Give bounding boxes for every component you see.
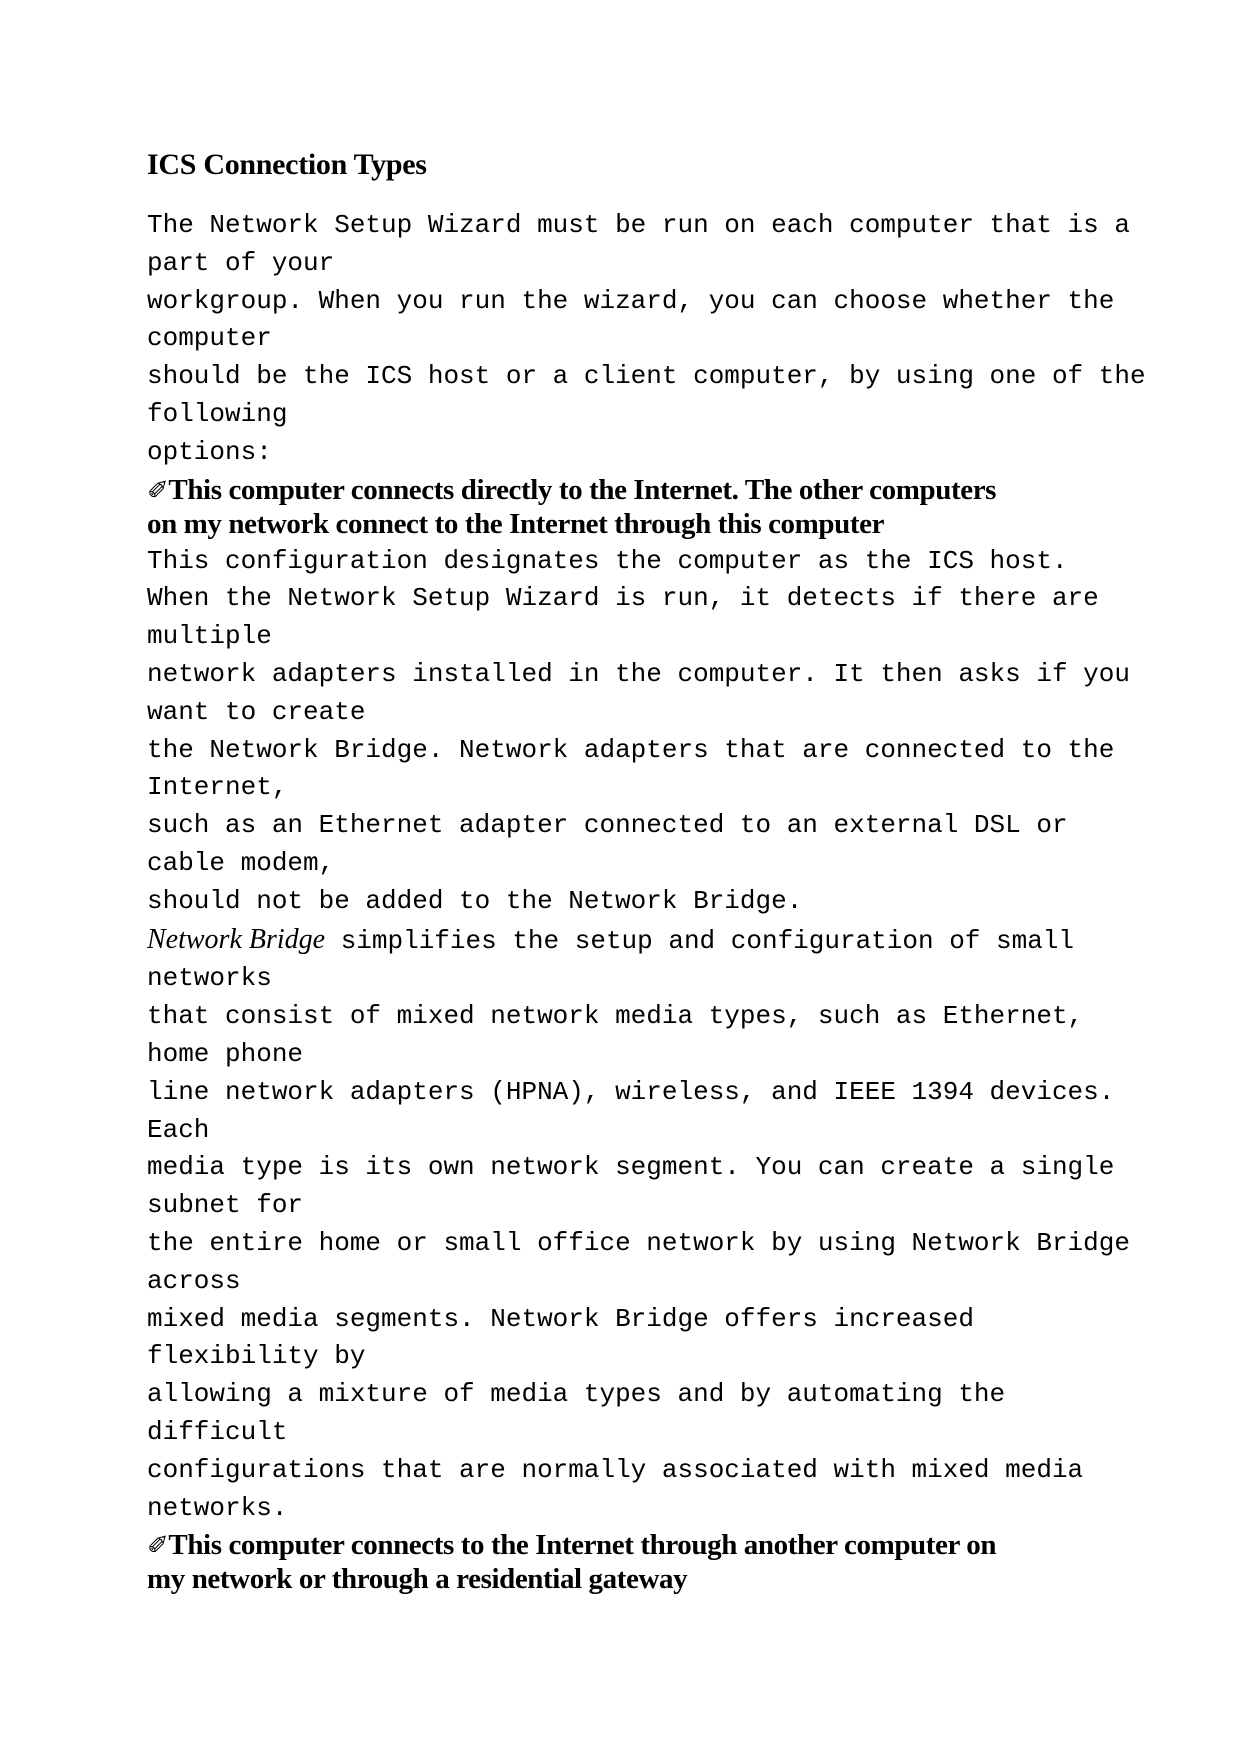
page-title: ICS Connection Types [147,148,427,181]
text-line: This configuration designates the computer as the ICS host. [147,545,1068,576]
text-line: home phone [147,1038,304,1069]
text-line: such as an Ethernet adapter connected to an external DSL or [147,810,1068,841]
text-line: configurations that are normally associated with mixed media [147,1454,1084,1485]
text-line: following [147,398,288,429]
option-heading-text: on my network connect to the Internet through this computer [147,507,885,540]
text-line: difficult [147,1416,288,1447]
option-heading-text: This computer connects directly to the Internet. The other computers [168,473,997,506]
text-line: options: [147,436,272,467]
text-line [147,921,1127,961]
pencil-icon: ✐ [147,475,169,506]
text-segment: simplifies the setup and configuration of small [325,925,1075,956]
text-line: subnet for [147,1190,304,1221]
text-line: that consist of mixed network media types, such as Ethernet, [147,1001,1084,1032]
document-body [147,145,1146,1598]
text-line: multiple [147,621,272,652]
text-line: Each [147,1114,210,1145]
option-heading-text: This computer connects to the Internet through another computer on [168,1529,997,1562]
pencil-icon: ✐ [147,1531,169,1562]
option-heading-ics-host [147,474,1127,541]
ics-host-paragraph [147,543,1130,921]
text-line: networks. [147,1492,288,1523]
option-heading-text: my network or through a residential gateway [147,1563,688,1596]
text-line: mixed media segments. Network Bridge offers increased [147,1303,974,1334]
text-line: cable modem, [147,847,335,878]
emphasized-term: Network Bridge [147,923,326,955]
text-line: part of your [147,247,335,278]
text-line: workgroup. When you run the wizard, you can choose whether the [147,285,1115,316]
text-line: the entire home or small office network by using Network Bridge [147,1227,1130,1258]
intro-paragraph [147,207,1146,472]
text-line: should be the ICS host or a client computer, by using one of the [147,361,1146,392]
text-line: When the Network Setup Wizard is run, it detects if there are [147,583,1099,614]
text-line: network adapters installed in the computer. It then asks if you [147,658,1130,689]
text-line: want to create [147,696,366,727]
network-bridge-paragraph [147,921,1130,1528]
text-line: allowing a mixture of media types and by automating the [147,1379,1006,1410]
text-line: line network adapters (HPNA), wireless, and IEEE 1394 devices. [147,1076,1115,1107]
option-heading-ics-client [147,1529,1127,1596]
text-line: The Network Setup Wizard must be run on each computer that is a [147,210,1130,240]
text-line: the Network Bridge. Network adapters that are connected to the [147,734,1115,765]
text-line: Internet, [147,772,288,803]
text-line: computer [147,323,272,354]
text-line: should not be added to the Network Bridge. [147,885,803,916]
text-line: networks [147,963,272,994]
text-line: media type is its own network segment. You can create a single [147,1152,1115,1183]
text-line: across [147,1265,241,1296]
text-line: flexibility by [147,1341,366,1372]
